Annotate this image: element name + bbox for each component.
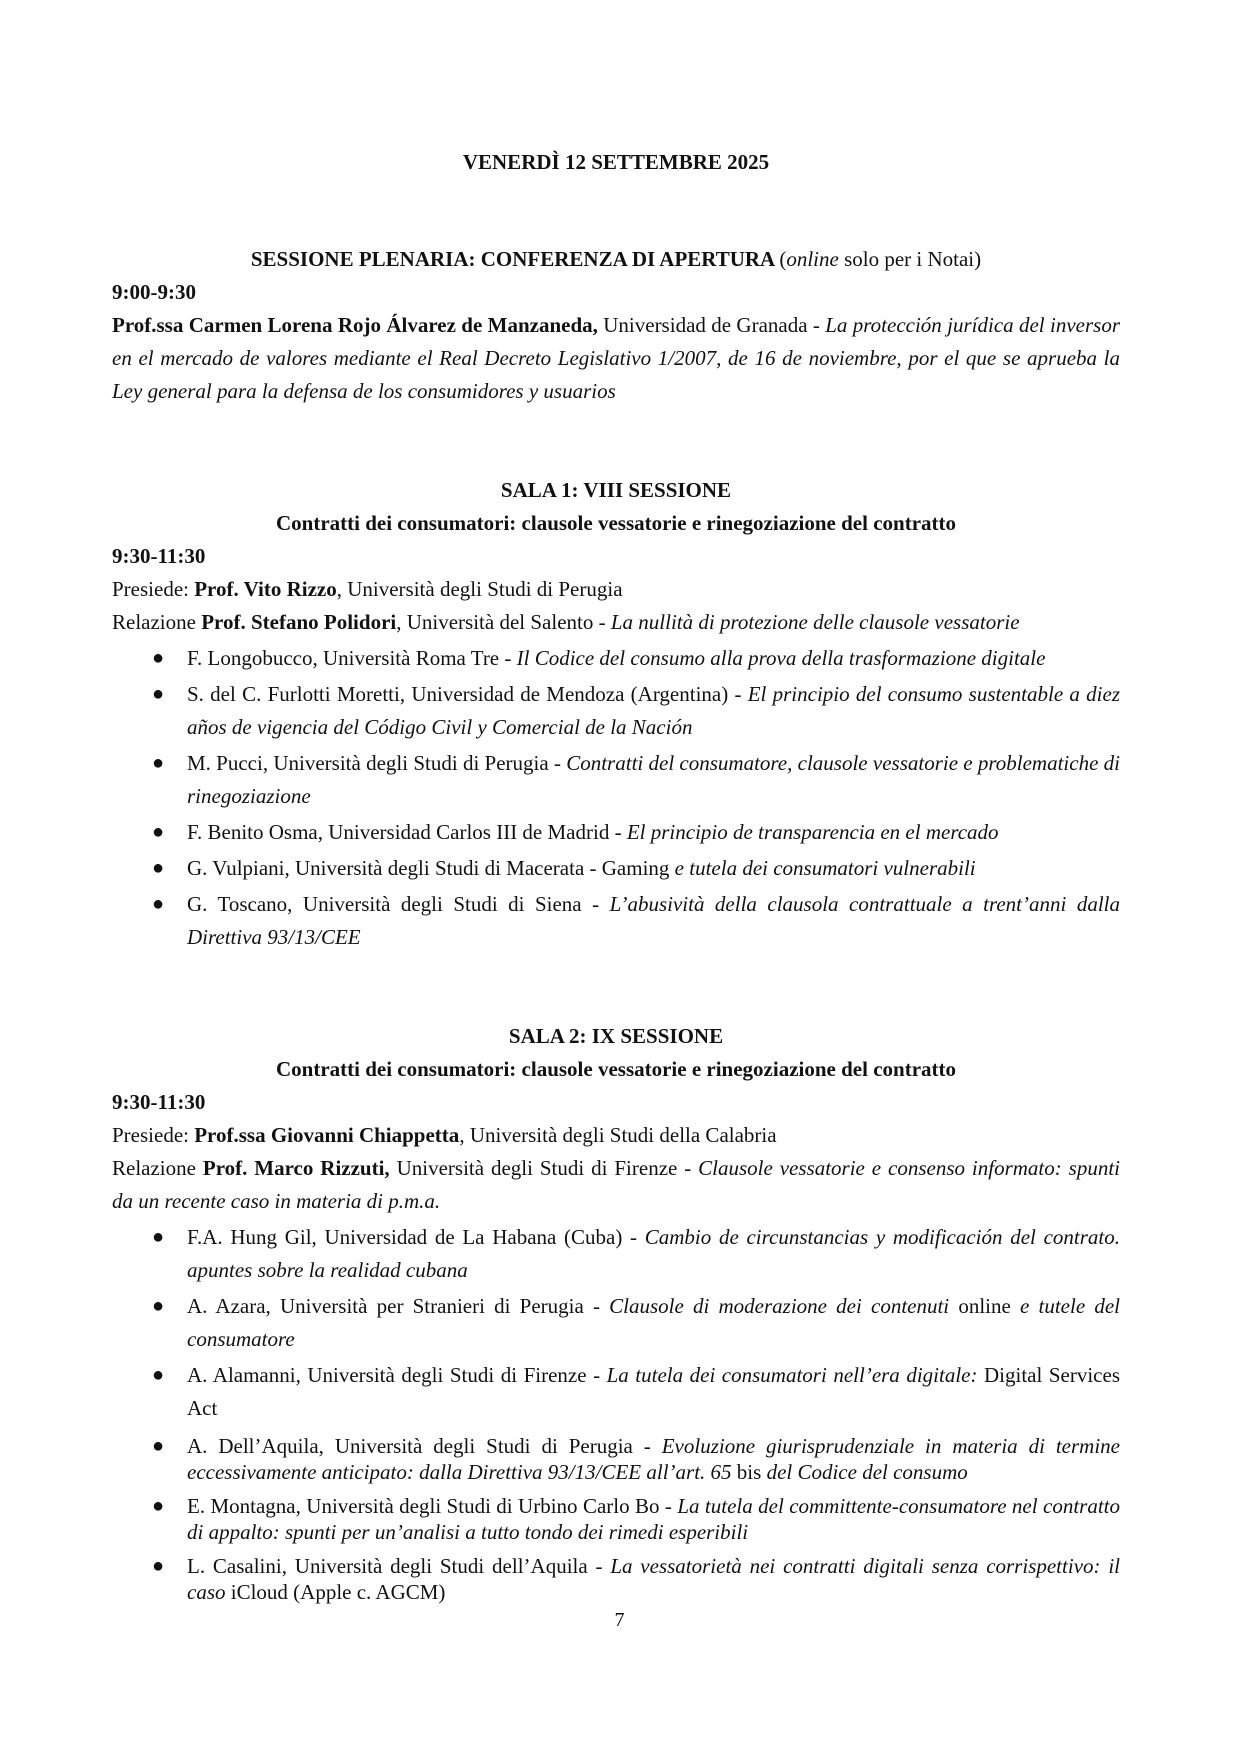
bullet-icon: ● (152, 1226, 165, 1248)
list-item: ● M. Pucci, Università degli Studi di Perugia - Contratti del consumatore, clausole vessatorie e problematiche di rinegoziazione (112, 747, 1120, 813)
plenary-heading: SESSIONE PLENARIA: CONFERENZA DI APERTURA (250, 247, 775, 271)
sala2-chair: Presiede: Prof.ssa Giovanni Chiappetta, Università degli Studi della Calabria (112, 1123, 777, 1147)
list-item: ● G. Vulpiani, Università degli Studi di Macerata - Gaming e tutela dei consumatori vulnerabili (112, 852, 1120, 885)
sala1-subtitle: Contratti dei consumatori: clausole vessatorie e rinegoziazione del contratto (275, 511, 957, 535)
sala2-report: Relazione Prof. Marco Rizzuti, Università degli Studi di Firenze - Clausole vessatorie e consenso informato: spunti da un recente caso in materia di p.m.a. (112, 1156, 1120, 1213)
list-item: ● A. Azara, Università per Stranieri di Perugia - Clausole di moderazione dei contenuti online e tutele del consumatore (112, 1290, 1120, 1356)
page-content (112, 146, 1120, 1605)
sala1-title: SALA 1: VIII SESSIONE (500, 478, 732, 502)
list-item: ● E. Montagna, Università degli Studi di Urbino Carlo Bo - La tutela del committente-consumatore nel contratto di appalto: spunti per un’analisi a tutto tondo dei rimedi esperibili (152, 1494, 1120, 1544)
list-item: ● S. del C. Furlotti Moretti, Universidad de Mendoza (Argentina) - El principio del consumo sustentable a diez años de vigencia del Código Civil y Comercial de la Nación (112, 678, 1120, 744)
bullet-icon: ● (152, 1364, 165, 1386)
sala1-chair: Presiede: Prof. Vito Rizzo, Università degli Studi di Perugia (112, 577, 623, 601)
sala1-report: Relazione Prof. Stefano Polidori, Università del Salento - La nullità di protezione delle clausole vessatorie (112, 610, 1020, 634)
sala2-title: SALA 2: IX SESSIONE (508, 1024, 724, 1048)
sala2-speaker-list (112, 1221, 1120, 1605)
bullet-icon: ● (152, 1555, 165, 1577)
list-item: ● A. Dell’Aquila, Università degli Studi di Perugia - Evoluzione giurisprudenziale in materia di termine eccessivamente anticipato: dalla Direttiva 93/13/CEE all’art. 65 bis del Codice del consumo (152, 1434, 1121, 1484)
bullet-icon: ● (152, 752, 165, 774)
sala1-speaker-list (112, 642, 1120, 954)
sala2-time: 9:30-11:30 (112, 1090, 206, 1114)
plenary-talk-title: La protección jurídica del inversor en el mercado de valores mediante el Real Decreto Legislativo 1/2007, de 16 de noviembre, por el que se aprueba la Ley general para la defensa de los consumidores y usuarios (112, 313, 1120, 403)
plenary-talk (112, 309, 1120, 408)
sala2-subtitle: Contratti dei consumatori: clausole vessatorie e rinegoziazione del contratto (275, 1057, 957, 1081)
bullet-icon: ● (152, 857, 165, 879)
plenary-time: 9:00-9:30 (112, 280, 196, 304)
day-title: VENERDÌ 12 SETTEMBRE 2025 (462, 150, 770, 174)
bullet-icon: ● (152, 1495, 165, 1517)
plenary-speaker: Prof.ssa Carmen Lorena Rojo Álvarez de Manzaneda, (112, 313, 598, 337)
list-item: ● A. Alamanni, Università degli Studi di Firenze - La tutela dei consumatori nell’era digitale: Digital Services Act (112, 1359, 1120, 1425)
sala1-time: 9:30-11:30 (112, 544, 206, 568)
list-item: ● L. Casalini, Università degli Studi dell’Aquila - La vessatorietà nei contratti digitali senza corrispettivo: il caso iCloud (Apple c. AGCM) (152, 1554, 1120, 1604)
bullet-icon: ● (152, 683, 165, 705)
plenary-affiliation: Universidad de Granada - (597, 313, 826, 337)
list-item: ● G. Toscano, Università degli Studi di Siena - L’abusività della clausola contrattuale a trent’anni dalla Direttiva 93/13/CEE (112, 888, 1120, 954)
bullet-icon: ● (152, 1435, 165, 1457)
list-item: ● F. Longobucco, Università Roma Tre - Il Codice del consumo alla prova della trasformazione digitale (112, 642, 1120, 675)
page-number: 7 (614, 1609, 625, 1631)
bullet-icon: ● (152, 821, 165, 843)
bullet-icon: ● (152, 893, 165, 915)
bullet-icon: ● (152, 1295, 165, 1317)
list-item: ● F. Benito Osma, Universidad Carlos III de Madrid - El principio de transparencia en el mercado (112, 816, 1120, 849)
bullet-icon: ● (152, 647, 165, 669)
plenary-note: (online solo per i Notai) (779, 247, 982, 271)
list-item: ● F.A. Hung Gil, Universidad de La Habana (Cuba) - Cambio de circunstancias y modificación del contrato. apuntes sobre la realidad cubana (112, 1221, 1120, 1287)
plenary-title (112, 243, 1120, 276)
